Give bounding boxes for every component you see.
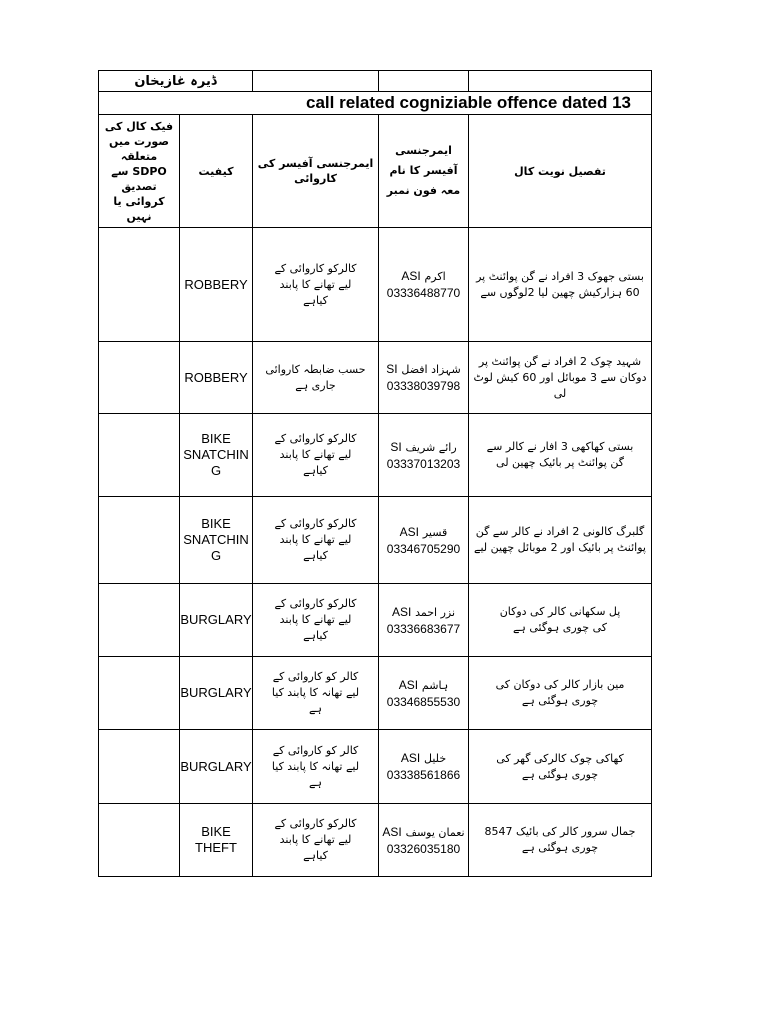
row-officer: [379, 657, 468, 729]
officer-name: ہاشم: [421, 678, 449, 692]
row-details: بستی کھاکھی 3 افار نے کالر سے گن پوائنٹ پر بائیک چھین لی: [486, 440, 634, 469]
officer-rank: ASI: [399, 524, 420, 539]
row-fake-check: [99, 342, 179, 413]
row-action: کالرکو کاروائی کے لیے تھانے کا پابند کیاہے: [274, 261, 357, 307]
row-officer: [379, 497, 468, 583]
row-details: بستی جھوک 3 افراد نے گن پوائنٹ پر 60 ہزارکیش چھین لیا 2لوگوں سے: [476, 269, 644, 299]
officer-name: نعمان یوسف: [405, 825, 465, 839]
row-status: ROBBERY: [184, 369, 248, 385]
officer-rank: ASI: [398, 677, 419, 692]
row-fake-check: [99, 497, 179, 583]
row-status: BIKE SNATCHIN G: [183, 516, 249, 563]
row-details: جمال سرور کالر کی بائیک 8547 چوری ہوگئی ہے: [484, 825, 636, 854]
officer-name: شہزاد افضل: [401, 363, 461, 376]
officer-phone: 03326035180: [386, 841, 461, 856]
officer-name: رائے شریف: [405, 440, 457, 454]
officer-phone: 03346855530: [386, 694, 461, 709]
row-officer: [379, 414, 468, 496]
row-fake-check: [99, 228, 179, 341]
row-status: ROBBERY: [184, 276, 248, 292]
header-fake-call-verification: فیک کال کی صورت میں متعلقہ SDPO سے تصدیق کروائی یا نہیں: [104, 119, 174, 223]
officer-name: قسیر: [422, 525, 448, 539]
grid-line: [98, 876, 651, 877]
row-officer: [379, 228, 468, 341]
grid-line: [651, 70, 652, 877]
row-fake-check: [99, 414, 179, 496]
header-details: تفصیل نویت کال: [514, 164, 606, 178]
row-details: گلبرگ کالونی 2 افراد نے کالر سے گن پوائنٹ پر بائیک اور 2 موبائل چھین لیے: [474, 525, 646, 554]
row-details: مین بازار کالر کی دوکان کی چوری ہوگئی ہے: [495, 678, 625, 707]
row-action: کالرکو کاروائی کے لیے تھانے کا پابند کیاہے: [274, 597, 357, 642]
officer-rank: ASI: [382, 824, 402, 839]
row-status: BURGLARY: [180, 685, 252, 700]
grid-line: [468, 70, 469, 91]
row-action: حسب ضابطہ کاروائی جاری ہے: [265, 362, 366, 392]
row-fake-check: [99, 657, 179, 729]
district-name: ڈیرہ غازیخان: [134, 73, 217, 89]
row-fake-check: [99, 804, 179, 876]
officer-rank: ASI: [401, 269, 421, 283]
header-officer: ایمرجنسی آفیسر کا نام معہ فون نمبر: [386, 144, 461, 197]
officer-phone: 03336683677: [386, 621, 461, 636]
row-status: BURGLARY: [180, 758, 252, 774]
row-details: شہید چوک 2 افراد نے گن پوائنٹ پر دوکان سے 3 موبائل اور 60 کیش لوٹ لی: [473, 354, 647, 400]
row-status: BIKE THEFT: [195, 824, 237, 855]
row-officer: [379, 342, 468, 413]
row-status: BURGLARY: [180, 612, 252, 627]
report-title: call related cogniziable offence dated 13: [306, 93, 631, 112]
row-officer: [379, 730, 468, 803]
officer-rank: ASI: [400, 751, 421, 765]
row-status: BIKE SNATCHIN G: [183, 431, 249, 478]
row-details: کھاکی چوک کالرکی گھر کی چوری ہوگئی ہے: [496, 751, 624, 781]
officer-rank: SI: [390, 439, 402, 454]
officer-phone: 03338561866: [386, 768, 461, 782]
row-fake-check: [99, 584, 179, 656]
officer-name: اکرم: [424, 270, 446, 283]
grid-line: [378, 70, 379, 91]
officer-phone: 03338039798: [386, 379, 461, 393]
officer-rank: ASI: [391, 604, 412, 619]
row-action: کالر کو کاروائی کے لیے تھانہ کا پابند کیا ہے: [271, 743, 360, 789]
header-action: ایمرجنسی آفیسر کی کاروائی: [257, 157, 374, 185]
row-officer: [379, 804, 468, 876]
officer-phone: 03337013203: [386, 456, 461, 471]
officer-phone: 03336488770: [386, 286, 461, 300]
header-status: کیفیت: [198, 164, 234, 178]
officer-rank: SI: [386, 362, 398, 376]
row-officer: [379, 584, 468, 656]
row-action: کالرکو کاروائی کے لیے تھانے کا پابند کیاہے: [274, 432, 357, 477]
officer-name: خلیل: [424, 752, 447, 765]
row-action: کالرکو کاروائی کے لیے تھانے کا پابند کیاہے: [274, 517, 357, 562]
row-fake-check: [99, 730, 179, 803]
row-details: پل سکھانی کالر کی دوکان کی چوری ہوگئی ہے: [499, 605, 621, 634]
row-action: کالر کو کاروائی کے لیے تھانہ کا پابند کیا ہے: [271, 670, 360, 715]
row-action: کالرکو کاروائی کے لیے تھانے کا پابند کیاہے: [274, 817, 357, 862]
officer-name: نزر احمد: [415, 605, 456, 619]
grid-line: [252, 70, 253, 91]
officer-phone: 03346705290: [386, 541, 461, 556]
